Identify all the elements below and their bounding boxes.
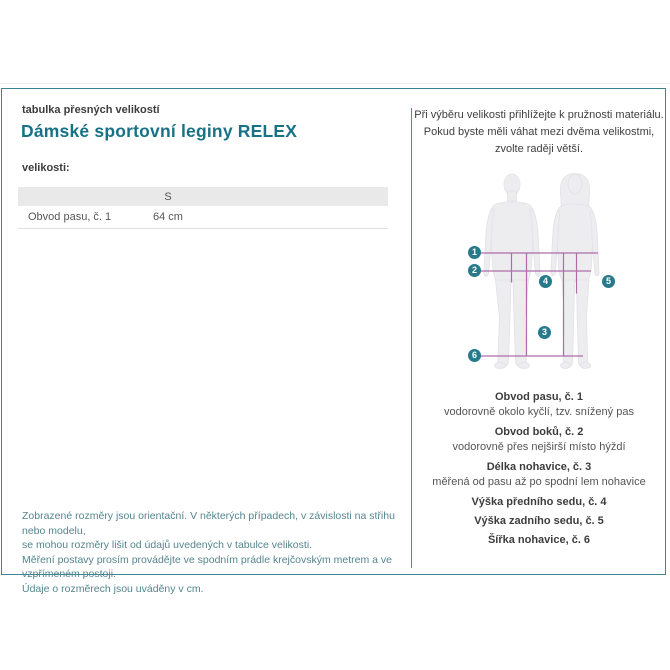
marker-5-badge: 5 (602, 275, 615, 288)
table-eyebrow-label: tabulka přesných velikostí (22, 104, 160, 116)
legend-item-description: vodorovně okolo kyčlí, tzv. snížený pas (444, 406, 634, 418)
table-row (18, 206, 388, 229)
legend-item (412, 533, 666, 548)
legend-item-title: Výška zadního sedu, č. 5 (474, 515, 604, 527)
disclaimer-line: Měření postavy prosím provádějte ve spodním prádle krejčovským metrem a ve vzpřímeném postoji. (22, 553, 392, 580)
size-table-header-size-cell: S (164, 190, 172, 203)
legend-item (412, 495, 666, 510)
sizing-advice-line: zvolte raději větší. (494, 143, 584, 155)
marker-2-badge: 2 (468, 264, 481, 277)
marker-6-badge: 6 (468, 349, 481, 362)
sizes-label: velikosti: (22, 162, 70, 174)
product-title: Dámské sportovní leginy RELEX (21, 121, 298, 141)
legend-item-title: Šířka nohavice, č. 6 (487, 534, 591, 546)
sizing-advice-text (412, 107, 666, 158)
legend-item-title: Výška předního sedu, č. 4 (471, 496, 607, 508)
disclaimer-line: Zobrazené rozměry jsou orientační. V některých případech, v závislosti na střihu nebo modelu, (22, 510, 395, 537)
measurement-diagram (408, 165, 668, 375)
size-table (18, 187, 388, 229)
legend-item (412, 425, 666, 455)
measurement-legend (412, 390, 666, 552)
sizing-advice-line: Pokud byste měli váhat mezi dvěma velikostmi, (423, 126, 655, 138)
legend-item-title: Délka nohavice, č. 3 (486, 461, 592, 473)
disclaimer-line: se mohou rozměry lišit od údajů uvedených v tabulce velikosti. (22, 539, 313, 551)
sizing-advice-line: Při výběru velikosti přihlížejte k pružnosti materiálu. (414, 109, 664, 121)
disclaimer-line: Údaje o rozměrech jsou uváděny v cm. (22, 582, 204, 595)
marker-4-badge: 4 (539, 275, 552, 288)
legend-item (412, 514, 666, 529)
legend-item-title: Obvod boků, č. 2 (494, 426, 584, 438)
legend-item (412, 390, 666, 420)
measurement-label-cell: Obvod pasu, č. 1 (28, 211, 112, 223)
measurement-value-cell: 64 cm (153, 211, 183, 223)
disclaimer-text (22, 509, 402, 596)
legend-item-title: Obvod pasu, č. 1 (494, 391, 584, 403)
legend-item (412, 460, 666, 490)
marker-1-badge: 1 (468, 246, 481, 259)
marker-3-badge: 3 (538, 326, 551, 339)
legend-item-description: měřená od pasu až po spodní lem nohavice (432, 476, 646, 488)
top-divider (0, 83, 670, 84)
size-table-header-row (18, 187, 388, 206)
legend-item-description: vodorovně přes nejširší místo hýždí (452, 441, 626, 453)
